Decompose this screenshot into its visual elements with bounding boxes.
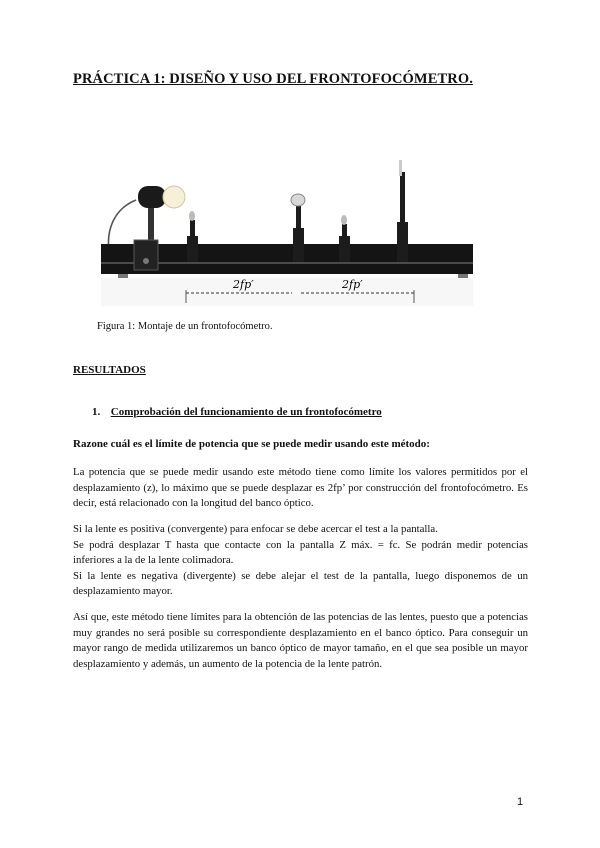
- page-title: PRÁCTICA 1: DISEÑO Y USO DEL FRONTOFOCÓMETRO.: [73, 71, 473, 87]
- lamp-icon: [138, 186, 185, 240]
- question-text: Razone cuál es el límite de potencia que se puede medir usando este método:: [73, 438, 430, 450]
- paragraph-displacement: Se podrá desplazar T hasta que contacte con la pantalla Z máx. = fc. Se podrán medir potencias inferiores a la de la lente colimadora.: [73, 538, 528, 567]
- scale-label-right: 2fp′: [342, 278, 363, 291]
- paragraph-limit: La potencia que se puede medir usando este método tiene como límite los valores permitidos por el desplazamiento (z), lo máximo que se puede desplazar es 2fp’ por construcción del frontofocómetro. Es decir, está relacionado con la longitud del banco óptico.: [73, 466, 528, 510]
- paragraph-positive: Si la lente es positiva (convergente) para enfocar se debe acercar el test a la pantalla.: [73, 523, 438, 535]
- paragraph-lens-sign: [73, 522, 528, 600]
- paragraph-negative: Si la lente es negativa (divergente) se debe alejar el test de la pantalla, luego disponemos de un desplazamiento mayor.: [73, 569, 528, 598]
- section-label: Comprobación del funcionamiento de un frontofocómetro: [110, 406, 382, 418]
- figure-caption: Figura 1: Montaje de un frontofocómetro.: [97, 321, 273, 332]
- page-number: 1: [517, 796, 524, 808]
- section-heading: [92, 406, 382, 418]
- paragraph-conclusion: Así que, este método tiene límites para la obtención de las potencias de las lentes, puesto que a potencias muy grandes no será posible su correspondiente desplazamiento en el banco óptico. Para conseguir un mayor rango de medida utilizaremos un banco óptico de mayor tamaño, en el que sea posible un mayor desplazamiento y además, un aumento de la potencia de la lente patrón.: [73, 611, 528, 670]
- optical-bench-figure: [96, 158, 480, 310]
- scale-label-left: 2fp′: [233, 278, 254, 291]
- results-heading: RESULTADOS: [73, 364, 146, 376]
- section-number: 1.: [92, 406, 101, 418]
